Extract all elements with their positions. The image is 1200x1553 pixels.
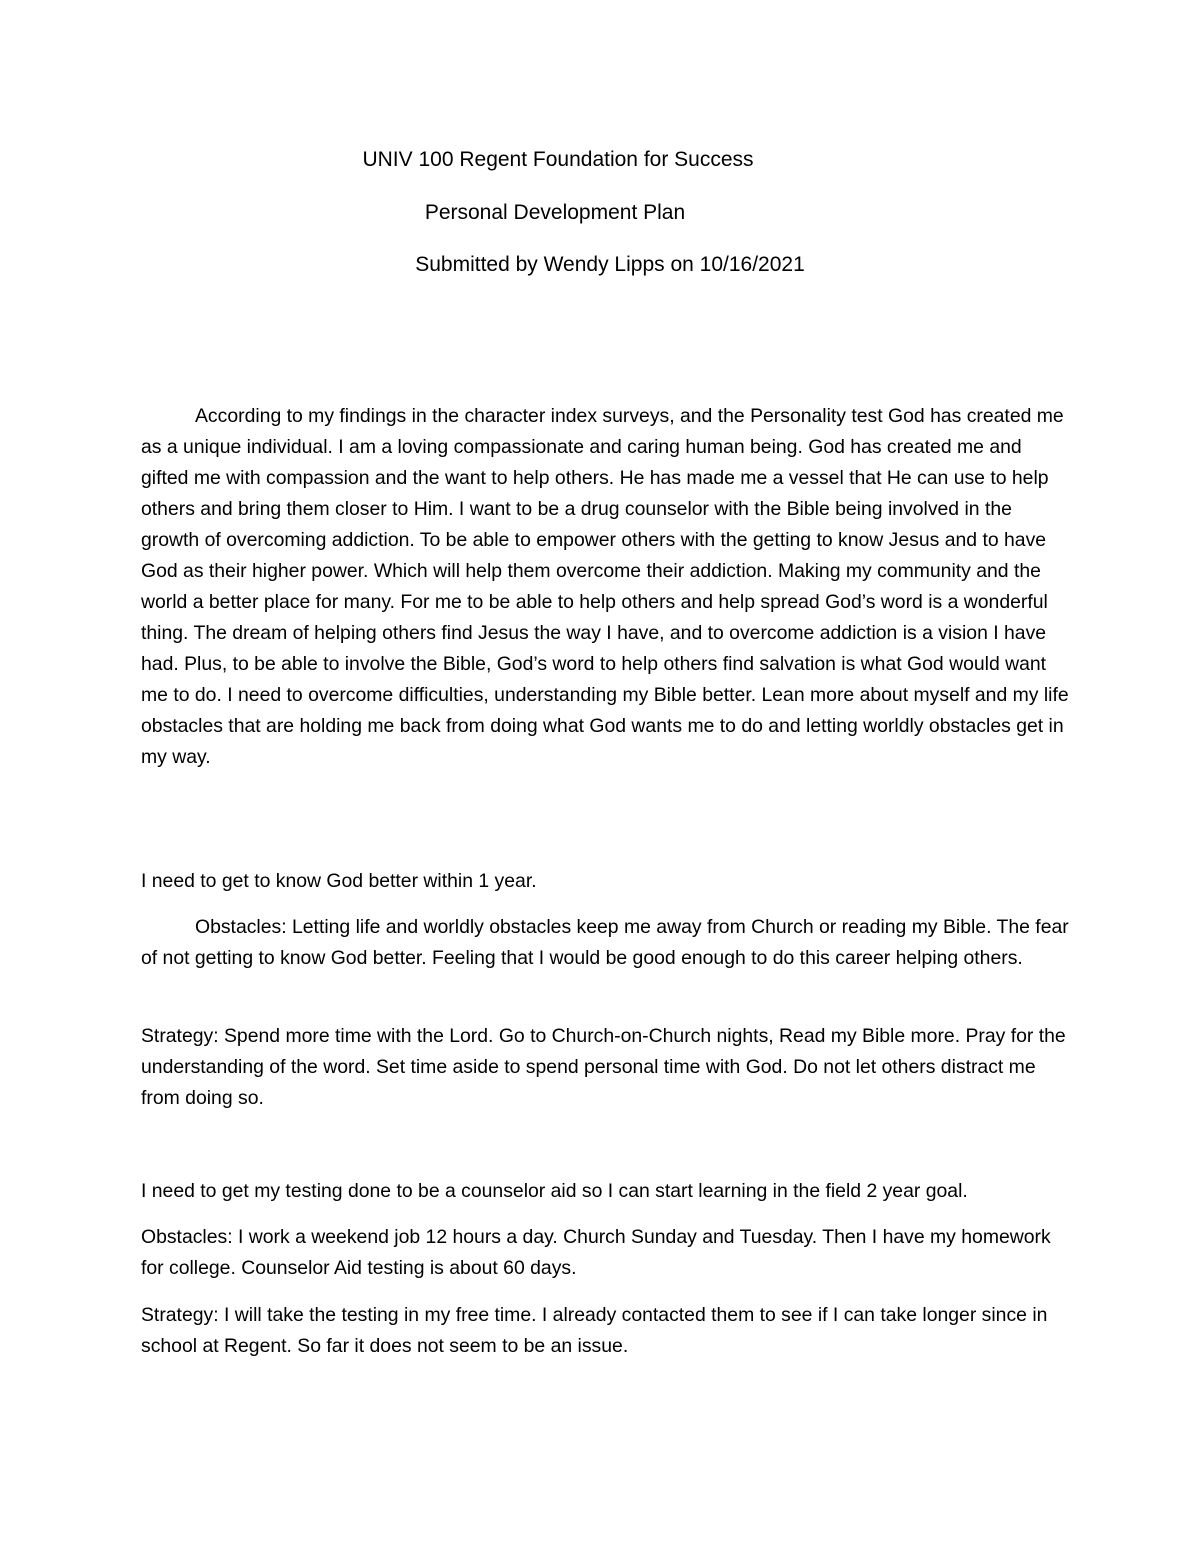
intro-paragraph: According to my findings in the character index surveys, and the Personality test God has created me as a unique individual. I am a loving compassionate and caring human being. God has created me and gifted me with compassion and the want to help others. He has made me a vessel that He can use to help others and bring them closer to Him. I want to be a drug counselor with the Bible being involved in the growth of overcoming addiction. To be able to empower others with the getting to know Jesus and to have God as their higher power. Which will help them overcome their addiction. Making my community and the world a better place for many. For me to be able to help others and help spread God’s word is a wonderful thing. The dream of helping others find Jesus the way I have, and to overcome addiction is a vision I have had. Plus, to be able to involve the Bible, God’s word to help others find salvation is what God would want me to do. I need to overcome difficulties, understanding my Bible better. Lean more about myself and my life obstacles that are holding me back from doing what God wants me to do and letting worldly obstacles get in my way. [141,405,1069,768]
goal-1-statement: I need to get to know God better within 1 year. [141,870,537,892]
goal-2-strategy: Strategy: I will take the testing in my free time. I already contacted them to see if I can take longer since in school at Regent. So far it does not seem to be an issue. [141,1304,1048,1357]
goal-2-statement: I need to get my testing done to be a counselor aid so I can start learning in the field 2 year goal. [141,1180,968,1202]
document-title: Personal Development Plan [424,201,686,224]
goal-1-strategy: Strategy: Spend more time with the Lord. Go to Church-on-Church nights, Read my Bible more. Pray for the understanding of the word. Set time aside to spend personal time with God. Do not let others distract me from doing so. [141,1025,1066,1109]
course-title: UNIV 100 Regent Foundation for Success [362,148,754,171]
submitted-line: Submitted by Wendy Lipps on 10/16/2021 [415,253,805,276]
goal-1-obstacles: Obstacles: Letting life and worldly obstacles keep me away from Church or reading my Bible. The fear of not getting to know God better. Feeling that I would be good enough to do this career helping others. [141,916,1069,969]
goal-2-obstacles: Obstacles: I work a weekend job 12 hours a day. Church Sunday and Tuesday. Then I have my homework for college. Counselor Aid testing is about 60 days. [141,1226,1051,1279]
